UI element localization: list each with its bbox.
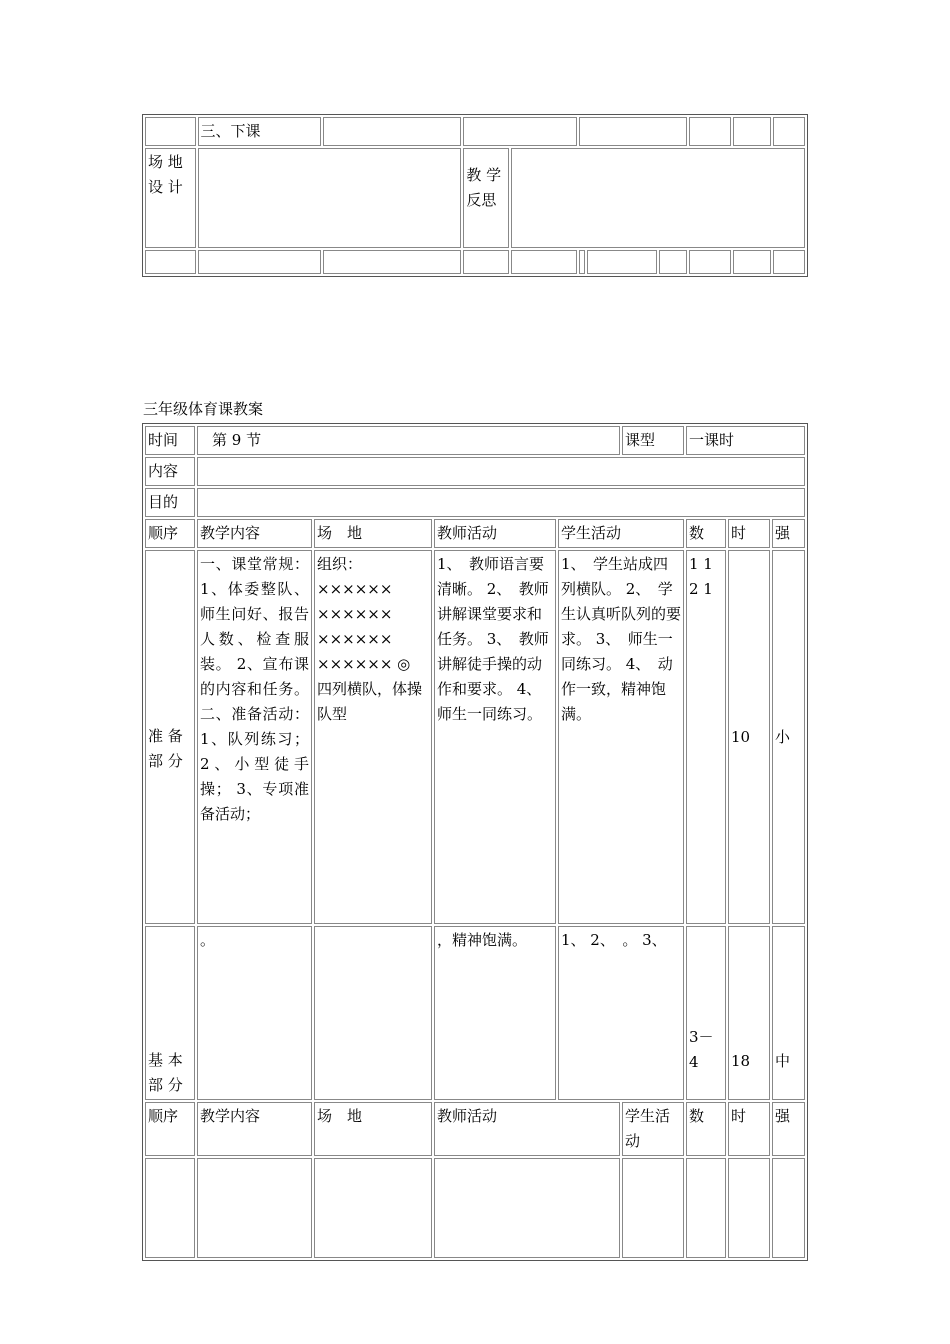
time-label: 时间 bbox=[145, 426, 195, 455]
cell bbox=[579, 117, 687, 146]
reflection-area bbox=[511, 148, 805, 248]
cell bbox=[772, 1158, 805, 1258]
header-student: 学生活动 bbox=[558, 519, 684, 548]
reflection-label: 教 学 反思 bbox=[463, 148, 508, 248]
prep-teacher: 1、 教师语言要清晰。 2、 教师讲解课堂要求和任务。 3、 教师讲解徒手操的动作和要求。 4、 师生一同练习。 bbox=[434, 550, 556, 924]
basic-count: 3－4 bbox=[686, 926, 726, 1100]
content-label: 内容 bbox=[145, 457, 195, 486]
basic-content: 。 bbox=[197, 926, 312, 1100]
header-time-repeat: 时 bbox=[728, 1102, 770, 1156]
header-content: 教学内容 bbox=[197, 519, 312, 548]
session-value: 第 9 节 bbox=[197, 426, 620, 455]
content-value bbox=[197, 457, 805, 486]
cell bbox=[733, 250, 770, 274]
basic-teacher: ，精神饱满。 bbox=[434, 926, 556, 1100]
header-order-repeat: 顺序 bbox=[145, 1102, 195, 1156]
top-table bbox=[142, 114, 808, 277]
goal-label: 目的 bbox=[145, 488, 195, 517]
header-intensity: 强 bbox=[772, 519, 805, 548]
cell bbox=[659, 250, 687, 274]
goal-value bbox=[197, 488, 805, 517]
header-count-repeat: 数 bbox=[686, 1102, 726, 1156]
type-value: 一课时 bbox=[686, 426, 805, 455]
type-label: 课型 bbox=[622, 426, 684, 455]
header-intensity-repeat: 强 bbox=[772, 1102, 805, 1156]
cell bbox=[733, 117, 770, 146]
basic-venue bbox=[314, 926, 432, 1100]
prep-section-label: 准 备 部 分 bbox=[145, 550, 195, 924]
venue-design-label: 场 地 设 计 bbox=[145, 148, 196, 248]
header-venue-repeat: 场 地 bbox=[314, 1102, 432, 1156]
prep-count: 1 1 2 1 bbox=[686, 550, 726, 924]
basic-intensity: 中 bbox=[772, 926, 805, 1100]
dismiss-cell: 三、下课 bbox=[198, 117, 321, 146]
cell bbox=[773, 250, 805, 274]
cell bbox=[145, 250, 196, 274]
basic-time: 18 bbox=[728, 926, 770, 1100]
cell bbox=[689, 117, 731, 146]
cell bbox=[463, 250, 508, 274]
header-teacher-repeat: 教师活动 bbox=[434, 1102, 620, 1156]
venue-design-area bbox=[198, 148, 462, 248]
cell bbox=[622, 1158, 684, 1258]
header-time: 时 bbox=[728, 519, 770, 548]
basic-section-label: 基 本 部 分 bbox=[145, 926, 195, 1100]
cell bbox=[197, 1158, 312, 1258]
cell bbox=[579, 250, 585, 274]
cell bbox=[728, 1158, 770, 1258]
cell bbox=[145, 1158, 195, 1258]
page-caption: 三年级体育课教案 bbox=[143, 400, 264, 418]
cell bbox=[323, 117, 462, 146]
cell bbox=[314, 1158, 432, 1258]
cell bbox=[773, 117, 805, 146]
cell bbox=[587, 250, 657, 274]
header-content-repeat: 教学内容 bbox=[197, 1102, 312, 1156]
header-order: 顺序 bbox=[145, 519, 195, 548]
lesson-plan-table bbox=[142, 423, 808, 1261]
cell bbox=[463, 117, 576, 146]
header-student-repeat: 学生活动 bbox=[622, 1102, 684, 1156]
prep-student: 1、 学生站成四列横队。 2、 学生认真听队列的要求。 3、 师生一同练习。 4、 动作一致，精神饱满。 bbox=[558, 550, 684, 924]
prep-time: 10 bbox=[728, 550, 770, 924]
header-teacher: 教师活动 bbox=[434, 519, 556, 548]
prep-content: 一、课堂常规： 1、体委整队、师生问好、报告人数、检查服装。 2、宣布课的内容和任务。 二、准备活动： 1、队列练习； 2、小型徒手操； 3、专项准备活动； bbox=[197, 550, 312, 924]
cell bbox=[689, 250, 731, 274]
prep-intensity: 小 bbox=[772, 550, 805, 924]
basic-student: 1、 2、 。 3、 bbox=[558, 926, 684, 1100]
cell bbox=[686, 1158, 726, 1258]
cell bbox=[434, 1158, 620, 1258]
header-venue: 场 地 bbox=[314, 519, 432, 548]
cell bbox=[145, 117, 196, 146]
header-count: 数 bbox=[686, 519, 726, 548]
cell bbox=[198, 250, 321, 274]
prep-venue: 组织： ×××××× ×××××× ×××××× ×××××× ◎ 四列横队，体操队型 bbox=[314, 550, 432, 924]
cell bbox=[323, 250, 462, 274]
cell bbox=[511, 250, 577, 274]
